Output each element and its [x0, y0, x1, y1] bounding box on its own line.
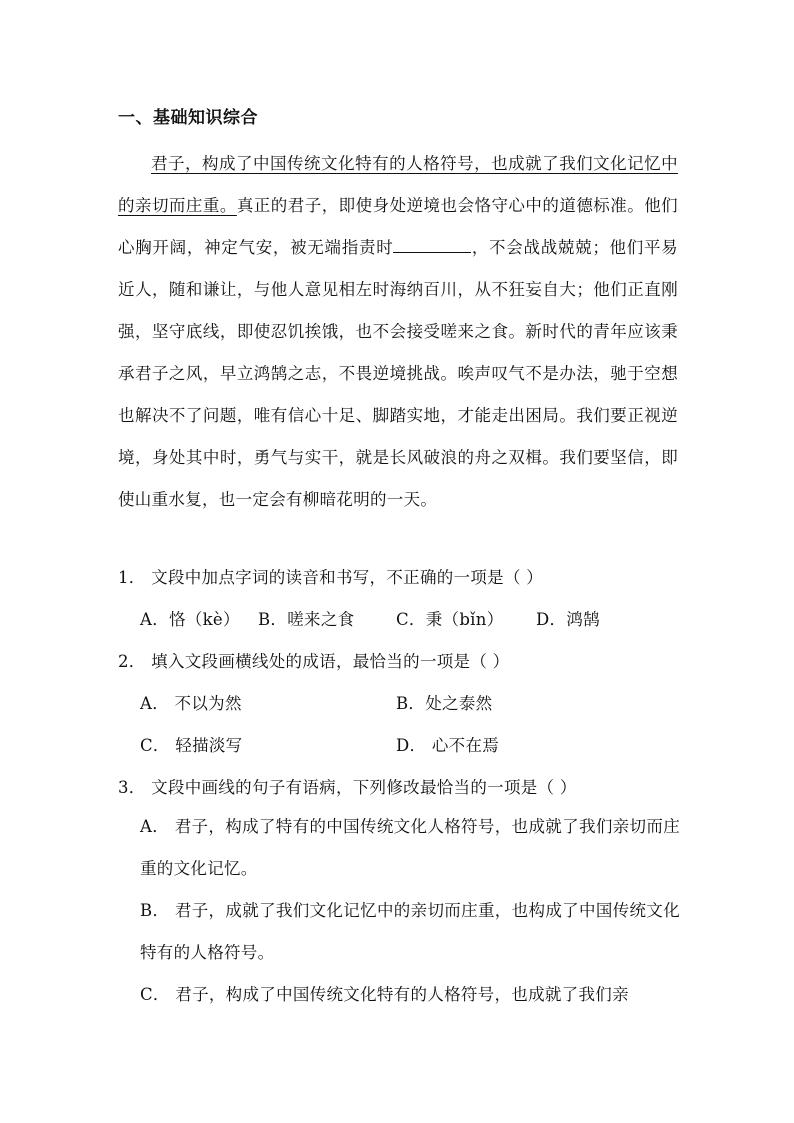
question-3-option-c: C． 君子，构成了中国传统文化特有的人格符号，也成就了我们亲: [140, 985, 629, 1004]
question-1-option-b: B．嗟来之食: [258, 610, 355, 629]
question-2-option-c: C． 轻描淡写: [140, 736, 243, 755]
question-2-option-b: B．处之泰然: [396, 694, 493, 713]
passage-text-1: 真正的君子，即使身处逆境也会恪守心中的道德标准。他们心胸开阔，神定气安，被无端指责时: [118, 196, 678, 257]
question-2-option-a: A． 不以为然: [140, 694, 242, 713]
question-2-stem: 2． 填入文段画横线处的成语，最恰当的一项是（ ）: [118, 652, 510, 671]
question-1-stem: 1． 文段中加点字词的读音和书写，不正确的一项是（ ）: [118, 568, 544, 587]
question-3-option-b: B． 君子，成就了我们文化记忆中的亲切而庄重，也构成了中国传统文化特有的人格符号。: [140, 901, 680, 962]
section-title: 一、基础知识综合: [118, 108, 258, 128]
passage-text-2: ，不会战战兢兢；他们平易近人，随和谦让，与他人意见相左时海纳百川，从不狂妄自大；他们正直刚强，坚守底线，即使忍饥挨饿，也不会接受嗟来之食。新时代的青年应该秉承君子之风，早立鸿鹄之志，不畏逆境挑战。唉声叹气不是办法，驰于空想也解决不了问题，唯有信心十足、脚踏实地，才能走出困局。我们要正视逆境，身处其中时，勇气与实干，就是长风破浪的舟之双楫。我们要坚信，即使山重水复，也一定会有柳暗花明的一天。: [118, 238, 678, 509]
reading-passage: [118, 143, 678, 521]
question-1-option-d: D．鸿鹄: [536, 610, 600, 629]
question-3-option-a: A． 君子，构成了特有的中国传统文化人格符号，也成就了我们亲切而庄重的文化记忆。: [140, 817, 680, 878]
question-1-option-a: A．恪（kè）: [140, 610, 240, 629]
question-2-option-d: D． 心不在焉: [396, 736, 500, 755]
question-1-option-c: C．秉（bǐn）: [396, 610, 504, 629]
fill-in-blank: [393, 236, 471, 253]
underlined-sentence: 君子，构成了中国传统文化特有的人格符号，也成就了我们文化记忆中的亲切而庄重。: [118, 154, 678, 215]
question-3-stem: 3． 文段中画线的句子有语病，下列修改最恰当的一项是（ ）: [118, 778, 577, 797]
